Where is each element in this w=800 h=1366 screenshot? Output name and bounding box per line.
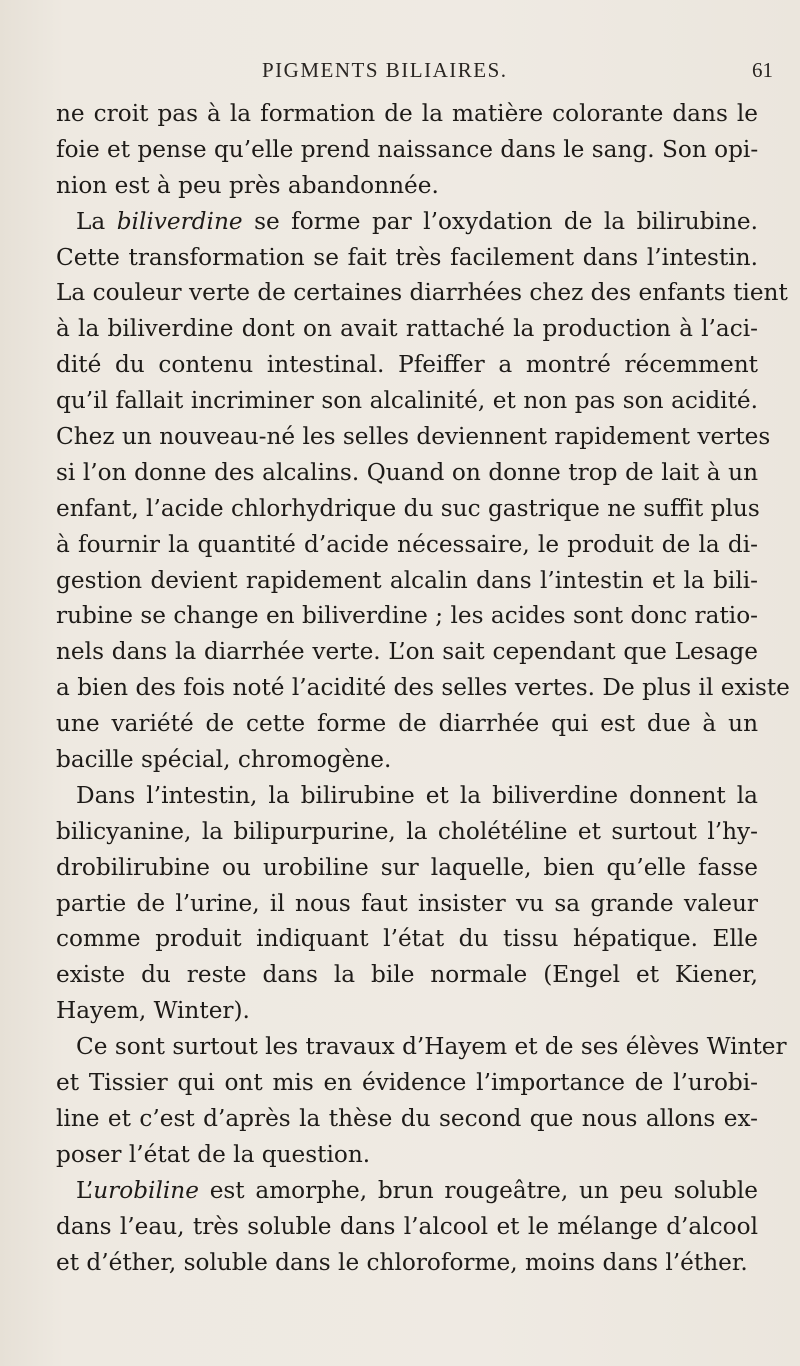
text-line bbox=[56, 993, 758, 1029]
text-line bbox=[56, 132, 758, 168]
text-line bbox=[56, 1245, 758, 1281]
text-line bbox=[56, 1209, 758, 1245]
text-line bbox=[56, 204, 758, 240]
text-segment: L’ bbox=[76, 1176, 94, 1204]
text-segment: Ce sont surtout les travaux d’Hayem et de ses élèves Winter bbox=[76, 1033, 787, 1061]
page-number: 61 bbox=[752, 58, 773, 82]
text-segment: dité du contenu intestinal. Pfeiffer a montré récemment bbox=[56, 351, 758, 379]
text-segment: si l’on donne des alcalins. Quand on donne trop de lait à un bbox=[56, 458, 758, 486]
text-line bbox=[56, 706, 758, 742]
text-segment: drobilirubine ou urobiline sur laquelle, bien qu’elle fasse bbox=[56, 853, 758, 881]
text-segment: bilicyanine, la bilipurpurine, la cholétéline et surtout l’hy- bbox=[56, 817, 758, 845]
italic-term: biliverdine bbox=[116, 207, 243, 235]
text-segment: Dans l’intestin, la bilirubine et la biliverdine donnent la bbox=[76, 781, 758, 809]
text-segment: La couleur verte de certaines diarrhées chez des enfants tient bbox=[56, 279, 788, 307]
text-segment: gestion devient rapidement alcalin dans l’intestin et la bili- bbox=[56, 566, 758, 594]
text-line bbox=[56, 96, 758, 132]
text-line bbox=[56, 1101, 758, 1137]
text-line bbox=[56, 419, 771, 455]
text-line bbox=[56, 275, 788, 311]
text-segment: line et c’est d’après la thèse du second que nous allons ex- bbox=[56, 1104, 758, 1132]
text-segment: et d’éther, soluble dans le chloroforme, moins dans l’éther. bbox=[56, 1248, 748, 1276]
text-line bbox=[56, 1029, 787, 1065]
text-segment: foie et pense qu’elle prend naissance dans le sang. Son opi- bbox=[56, 135, 759, 163]
text-line bbox=[56, 742, 758, 778]
text-segment: Cette transformation se fait très facilement dans l’intestin. bbox=[56, 243, 758, 271]
text-line bbox=[56, 311, 758, 347]
text-segment: a bien des fois noté l’acidité des selles vertes. De plus il existe bbox=[56, 674, 790, 702]
text-line bbox=[56, 1065, 758, 1101]
text-segment: une variété de cette forme de diarrhée qui est due à un bbox=[56, 710, 758, 738]
text-line bbox=[56, 886, 758, 922]
text-line bbox=[56, 455, 758, 491]
text-segment: à la biliverdine dont on avait rattaché la production à l’aci- bbox=[56, 315, 758, 343]
text-segment: nels dans la diarrhée verte. L’on sait cependant que Lesage bbox=[56, 638, 758, 666]
text-line bbox=[56, 634, 758, 670]
text-line bbox=[56, 778, 758, 814]
text-segment: ne croit pas à la formation de la matière colorante dans le bbox=[56, 100, 758, 127]
text-segment: enfant, l’acide chlorhydrique du suc gastrique ne suffit plus bbox=[56, 494, 760, 522]
text-line bbox=[56, 670, 790, 706]
text-segment: nion est à peu près abandonnée. bbox=[56, 171, 439, 199]
text-line bbox=[56, 598, 758, 634]
running-title: PIGMENTS BILIAIRES. bbox=[262, 58, 508, 82]
text-segment: rubine se change en biliverdine ; les acides sont donc ratio- bbox=[56, 602, 758, 630]
text-segment: existe du reste dans la bile normale (Engel et Kiener, bbox=[56, 961, 758, 989]
text-segment: à fournir la quantité d’acide nécessaire, le produit de la di- bbox=[56, 530, 758, 558]
text-line bbox=[56, 240, 758, 276]
text-line bbox=[56, 383, 758, 419]
text-line bbox=[56, 814, 758, 850]
body-text bbox=[56, 96, 790, 1280]
text-line bbox=[56, 168, 758, 204]
text-line bbox=[56, 563, 758, 599]
text-segment: partie de l’urine, il nous faut insister vu sa grande valeur bbox=[56, 889, 758, 917]
text-segment: comme produit indiquant l’état du tissu hépatique. Elle bbox=[56, 925, 758, 953]
text-line bbox=[56, 850, 758, 886]
text-line bbox=[56, 347, 758, 383]
text-line bbox=[56, 957, 758, 993]
text-line bbox=[56, 921, 758, 957]
text-segment: se forme par l’oxydation de la bilirubine. bbox=[242, 207, 758, 235]
text-segment: dans l’eau, très soluble dans l’alcool et le mélange d’alcool bbox=[56, 1212, 758, 1240]
text-segment: Hayem, Winter). bbox=[56, 997, 250, 1025]
text-segment: poser l’état de la question. bbox=[56, 1140, 371, 1168]
text-segment: et Tissier qui ont mis en évidence l’importance de l’urobi- bbox=[56, 1069, 758, 1097]
text-segment: La bbox=[76, 207, 117, 235]
text-line bbox=[56, 491, 758, 527]
text-line bbox=[56, 527, 758, 563]
text-line bbox=[56, 1173, 758, 1209]
text-segment: qu’il fallait incriminer son alcalinité, et non pas son acidité. bbox=[56, 387, 758, 415]
text-line bbox=[56, 1137, 758, 1173]
text-segment: Chez un nouveau-né les selles deviennent rapidement vertes bbox=[56, 423, 771, 451]
italic-term: urobiline bbox=[93, 1176, 199, 1204]
page-header bbox=[0, 58, 800, 88]
text-segment: est amorphe, brun rougeâtre, un peu soluble bbox=[198, 1176, 758, 1204]
text-segment: bacille spécial, chromogène. bbox=[56, 746, 392, 774]
